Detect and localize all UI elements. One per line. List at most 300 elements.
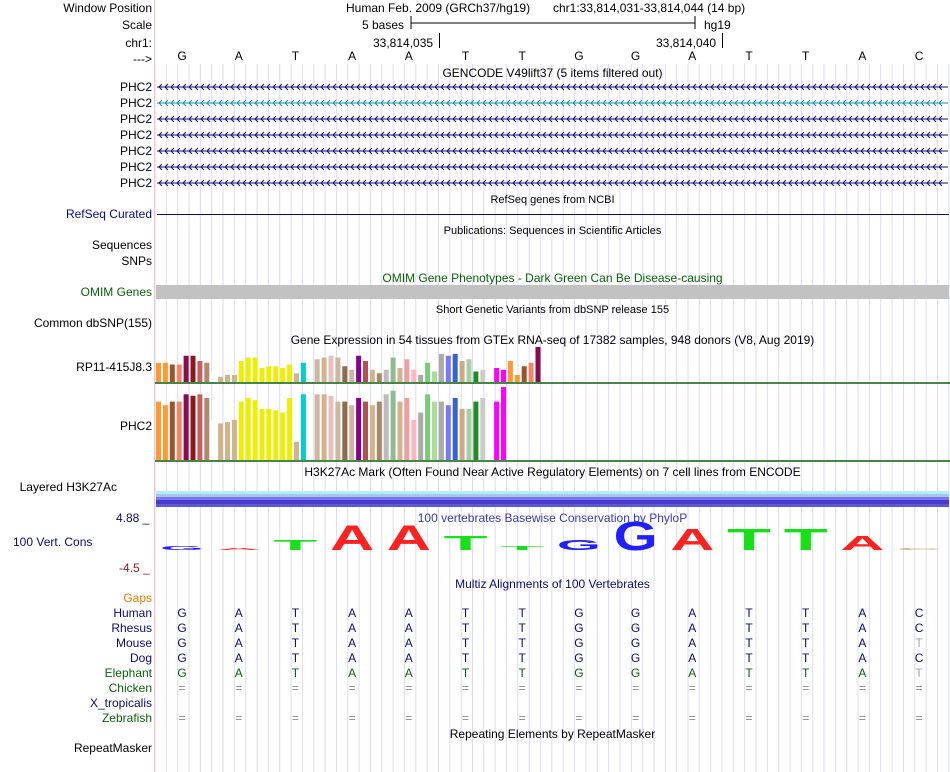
gtex-bar [480,370,485,382]
species-label: Human [113,606,152,620]
gtex-bar [501,370,506,382]
conservation-letter [444,533,488,555]
alignment-base: = [405,711,413,725]
gtex-bar [232,375,237,382]
gtex-bar [377,373,382,382]
gtex-bar [225,422,230,460]
alignment-base: = [291,711,299,725]
gencode-item-label[interactable]: PHC2 [119,112,152,126]
gtex-bar [418,413,423,460]
alignment-base: A [858,636,867,650]
alignment-base: T [802,651,810,665]
species-label: Rhesus [111,621,152,635]
alignment-base: G [177,606,187,620]
gtex-bar [487,363,492,382]
reference-base: A [688,49,697,63]
alignment-base: = [348,711,356,725]
gtex-bar [411,420,416,460]
alignment-base: G [177,666,187,680]
alignment-base: T [461,636,470,650]
gtex-bar [515,375,520,382]
gtex-bar [522,366,527,382]
gtex-bar [308,375,313,382]
gtex-bar [467,359,472,382]
chr-label: chr1: [125,36,152,50]
gtex-bar [287,365,292,383]
gtex-bar [418,375,423,382]
alignment-base: = [915,681,923,695]
svg-text:A: A [330,520,375,558]
alignment-base: A [688,636,697,650]
alignment-base: A [858,666,867,680]
refseq-gene-line[interactable] [157,214,949,215]
alignment-base: A [348,651,357,665]
alignment-base: A [688,606,697,620]
alignment-base: = [688,681,696,695]
repeatmasker-track-title: Repeating Elements by RepeatMasker [449,727,656,741]
conservation-letter [614,520,658,559]
h3k27ac-track-label[interactable]: Layered H3K27Ac [19,480,117,494]
h3k27ac-signal[interactable] [156,491,949,509]
alignment-base: = [178,711,186,725]
alignment-base: T [291,651,300,665]
gtex-bar [197,394,202,460]
alignment-base: A [348,606,357,620]
coord-tick [439,33,440,48]
alignment-base: T [291,621,300,635]
gtex-bar [501,387,506,460]
position-text: chr1:33,814,031-33,814,044 (14 bp) [553,1,746,15]
gtex-bar [356,356,361,382]
alignment-base: T [291,636,300,650]
gtex-bar [432,402,437,460]
svg-text:C: C [897,547,942,551]
svg-text:A: A [670,524,715,558]
alignment-base: G [177,621,187,635]
gtex-bar [453,398,458,460]
gtex-bar [225,375,230,382]
gtex-bar [467,409,472,460]
gtex-bar [308,416,313,460]
assembly-text: Human Feb. 2009 (GRCh37/hg19) [346,1,531,15]
gtex-bar [384,394,389,460]
alignment-base: T [291,606,300,620]
gtex-bar [342,366,347,382]
gtex-expression-chart[interactable] [155,347,950,463]
alignment-base: G [630,666,641,680]
gtex-bar [370,370,375,382]
gtex-bar [460,409,465,460]
gtex-bar [404,398,409,460]
species-label: Zebrafish [101,711,152,725]
alignment-base: = [688,711,696,725]
gtex-bar [335,358,340,383]
multiz-track-title: Multiz Alignments of 100 Vertebrates [455,577,650,591]
gtex-bar [349,405,354,460]
gtex-bar [163,405,168,460]
conservation-letter [330,520,374,558]
alignment-base: A [234,666,243,680]
alignment-base: A [688,621,697,635]
gencode-transcript [157,180,948,186]
gtex-bar [473,402,478,460]
reference-base: T [802,49,810,63]
conservation-letter [670,524,714,557]
gtex-bar [391,391,396,460]
alignment-base: A [234,606,243,620]
reference-base: T [745,49,753,63]
species-label: Elephant [104,666,152,680]
gencode-item-label[interactable]: PHC2 [119,96,152,110]
alignment-base: T [518,651,526,665]
gtex-bar [322,394,327,460]
gtex-bar [411,370,416,382]
gencode-transcript [157,148,948,154]
alignment-base: G [574,621,584,635]
gtex-bar [529,363,534,382]
alignment-base: T [461,651,470,665]
alignment-base: T [518,666,526,680]
gtex-bar [260,409,265,460]
gtex-bar [453,354,458,382]
gtex-bar [356,398,361,460]
gtex-track-title: Gene Expression in 54 tissues from GTEx RNA-seq of 17382 samples, 948 donors (V8, Aug 2019) [290,333,815,347]
alignment-base: T [518,636,526,650]
alignment-base: G [574,606,584,620]
alignment-base: G [574,666,584,680]
alignment-base: A [348,666,357,680]
gtex-bar [398,402,403,460]
alignment-base: G [177,651,187,665]
alignment-base: = [518,711,526,725]
alignment-base: = [518,681,526,695]
refseq-track-label[interactable]: RefSeq Curated [65,207,152,221]
window-position-label: Window Position [63,1,152,15]
gencode-item-label[interactable]: PHC2 [119,160,152,174]
alignment-base: = [235,711,243,725]
alignment-base: T [802,606,810,620]
gtex-bar [329,396,334,460]
gencode-track-title[interactable]: GENCODE V49lift37 (5 items filtered out) [442,66,663,80]
alignment-base: = [235,681,243,695]
gtex-bar [260,368,265,382]
gencode-item-label[interactable]: PHC2 [119,80,152,94]
gtex-bar [480,398,485,460]
conservation-letter [273,537,318,554]
alignment-base: A [348,621,357,635]
alignment-base: T [915,666,923,680]
alignment-base: A [688,666,697,680]
alignment-base: = [632,711,640,725]
alignment-base: T [802,666,810,680]
svg-text:T: T [273,536,319,554]
svg-text:G: G [556,536,601,554]
alignment-base: T [461,666,470,680]
alignment-base: G [630,651,641,665]
alignment-base: G [630,636,641,650]
scale-label: Scale [121,18,152,32]
alignment-base: = [575,711,583,725]
alignment-base: G [574,651,584,665]
gencode-transcript [157,132,948,138]
cons-min-label: -4.5 _ [119,561,150,575]
gtex-bar [232,420,237,460]
gtex-bar [363,402,368,460]
gtex-bar [156,402,161,460]
alignment-base: A [688,651,697,665]
gtex-bar [363,361,368,382]
species-label: Mouse [115,636,152,650]
svg-text:T: T [783,524,829,558]
refseq-track-title: RefSeq genes from NCBI [490,194,615,206]
alignment-base: G [630,621,641,635]
svg-text:G: G [613,520,658,560]
alignment-base: = [802,681,810,695]
gtex-bar [280,413,285,460]
gtex-bar [487,416,492,460]
alignment-base: A [404,636,413,650]
gtex-bar [294,373,299,382]
gencode-transcript [157,164,948,170]
reference-base: A [858,49,867,63]
gencode-item-label[interactable]: PHC2 [119,128,152,142]
svg-text:A: A [216,547,261,551]
gtex-bar [494,368,499,382]
gtex-bar [294,442,299,460]
gtex-bar [398,368,403,382]
gtex-bar [239,402,244,460]
conservation-letter [557,537,601,554]
alignment-base: A [404,651,413,665]
gtex-bar [204,398,209,460]
alignment-base: = [348,681,356,695]
gtex-bar [432,372,437,383]
gtex-bar [446,356,451,382]
gtex-bar [246,398,251,460]
svg-text:T: T [500,545,547,552]
gtex-bar [439,402,444,460]
gencode-item-label[interactable]: PHC2 [119,176,152,190]
conservation-letter [217,548,261,551]
cons-track-label[interactable]: 100 Vert. Cons [13,535,93,549]
dbsnp-track-label[interactable]: Common dbSNP(155) [33,316,152,330]
gencode-gene-track[interactable] [155,80,950,192]
gtex-bar [246,358,251,383]
gtex-bar [218,377,223,382]
alignment-base: T [291,666,300,680]
alignment-base: = [178,681,186,695]
gtex-bar [287,398,292,460]
alignment-base: T [518,606,526,620]
svg-text:A: A [840,532,885,555]
alignment-base: A [348,636,357,650]
gtex-bar [197,361,202,382]
alignment-base: C [914,621,924,635]
alignment-base: T [745,636,753,650]
cons-track-title: 100 vertebrates Basewise Conservation by PhyloP [417,511,688,525]
alignment-base: G [630,606,641,620]
gtex-bar [536,347,541,382]
conservation-letter [840,533,884,555]
scale-bar [408,15,700,31]
cons-max-label: 4.88 _ [116,511,150,525]
gtex-bar [177,402,182,460]
alignment-base: T [802,621,810,635]
reference-base: G [630,49,641,63]
alignment-base: = [858,681,866,695]
gtex-bar [266,409,271,460]
h3k27ac-track-title: H3K27Ac Mark (Often Found Near Active Regulatory Elements) on 7 cell lines from ENCODE [304,465,801,479]
gtex-bar [460,361,465,382]
gtex-bar [211,372,216,383]
alignment-base: T [518,621,526,635]
omim-gene-bar[interactable] [156,285,949,299]
conservation-letter [160,546,204,552]
conservation-letter [897,547,941,550]
gtex-bar [404,359,409,382]
gtex-bar [384,370,389,382]
gtex-bar [391,358,396,383]
alignment-base: = [745,711,753,725]
svg-text:T: T [443,532,488,555]
alignment-base: = [745,681,753,695]
gtex-bar [211,420,216,460]
svg-text:T: T [727,524,772,558]
reference-base: A [348,49,357,63]
gtex-bar [191,356,196,382]
alignment-base: A [858,621,867,635]
alignment-base: A [858,651,867,665]
gtex-bar [218,424,223,461]
alignment-base: T [745,666,753,680]
gencode-item-label[interactable]: PHC2 [119,144,152,158]
alignment-base: T [461,606,470,620]
species-label: Chicken [108,681,152,695]
svg-text:G: G [160,545,204,552]
gtex-bar [266,366,271,382]
gtex-bar [377,402,382,460]
scale-bases-text: 5 bases [362,18,405,32]
gtex-bar [253,358,258,383]
gtex-bar [239,361,244,382]
alignment-base: T [745,606,753,620]
gtex-bar [349,370,354,382]
reference-base: G [574,49,584,63]
gaps-label: Gaps [123,591,152,605]
alignment-base: C [914,651,924,665]
gtex-bar [322,358,327,383]
alignment-base: = [405,681,413,695]
multiz-alignment [155,604,950,728]
conservation-logo[interactable] [155,520,950,560]
gtex-bar [191,396,196,460]
alignment-base: A [234,621,243,635]
conservation-letter [784,524,829,557]
gtex-bar [156,363,161,382]
alignment-base: A [404,606,413,620]
gtex-bar [273,366,278,382]
gtex-bar [473,372,478,383]
alignment-base: A [404,621,413,635]
gtex-bar [370,405,375,460]
gtex-bar [170,365,175,383]
coord-label-2: 33,814,040 [656,36,717,50]
coord-tick [722,33,723,48]
gtex-bar [439,354,444,382]
dbsnp-track-title: Short Genetic Variants from dbSNP release 155 [435,304,670,316]
reference-base: T [291,49,300,63]
gtex-bar [494,402,499,460]
coord-label-1: 33,814,035 [373,36,434,50]
gtex-bar [342,402,347,460]
svg-text:A: A [386,520,431,558]
reference-base: T [461,49,470,63]
strand-label: ---> [133,52,152,66]
gtex-bar [301,363,306,382]
gtex-bar [204,363,209,382]
gtex-bar [280,368,285,382]
gtex-bar [301,394,306,460]
alignment-base: = [461,681,470,695]
alignment-base: = [291,681,299,695]
publications-sequences-label[interactable]: Sequences [91,238,152,252]
gtex-bar [170,402,175,460]
reference-base: A [404,49,413,63]
gtex-bar [253,400,258,460]
alignment-base: A [234,636,243,650]
gtex-gene-label[interactable]: RP11-415J8.3 [76,360,152,374]
species-label: X_tropicalis [89,696,152,710]
gtex-bar [315,394,320,460]
gtex-bar [184,356,189,382]
gtex-bar [273,410,278,460]
gtex-bar [163,363,168,382]
alignment-base: = [858,711,866,725]
scale-db-text: hg19 [704,18,731,32]
gtex-bar [446,405,451,460]
alignment-base: T [745,651,753,665]
reference-base: C [914,49,924,63]
conservation-letter [500,546,547,552]
gencode-transcript [157,116,948,122]
alignment-base: G [574,636,584,650]
gencode-transcript [157,100,948,106]
reference-base: G [177,49,187,63]
alignment-base: = [802,711,810,725]
species-label: Dog [129,651,152,665]
publications-snps-label[interactable]: SNPs [121,254,152,268]
alignment-base: T [745,621,753,635]
publications-track-title: Publications: Sequences in Scientific Articles [443,225,662,237]
conservation-letter [387,520,431,558]
alignment-base: C [914,606,924,620]
gtex-bar [184,394,189,460]
alignment-base: = [915,711,923,725]
alignment-base: T [915,636,923,650]
gtex-bar [335,402,340,460]
omim-track-label[interactable]: OMIM Genes [80,285,152,299]
alignment-base: G [177,636,187,650]
gtex-bar [508,361,513,382]
reference-base: A [234,49,243,63]
gtex-gene-label[interactable]: PHC2 [119,419,152,433]
alignment-base: T [802,636,810,650]
alignment-base: = [632,681,640,695]
gencode-transcript [157,84,948,90]
base-sequence-row [155,48,950,64]
gtex-bar [425,394,430,460]
repeatmasker-track-label[interactable]: RepeatMasker [73,741,152,755]
